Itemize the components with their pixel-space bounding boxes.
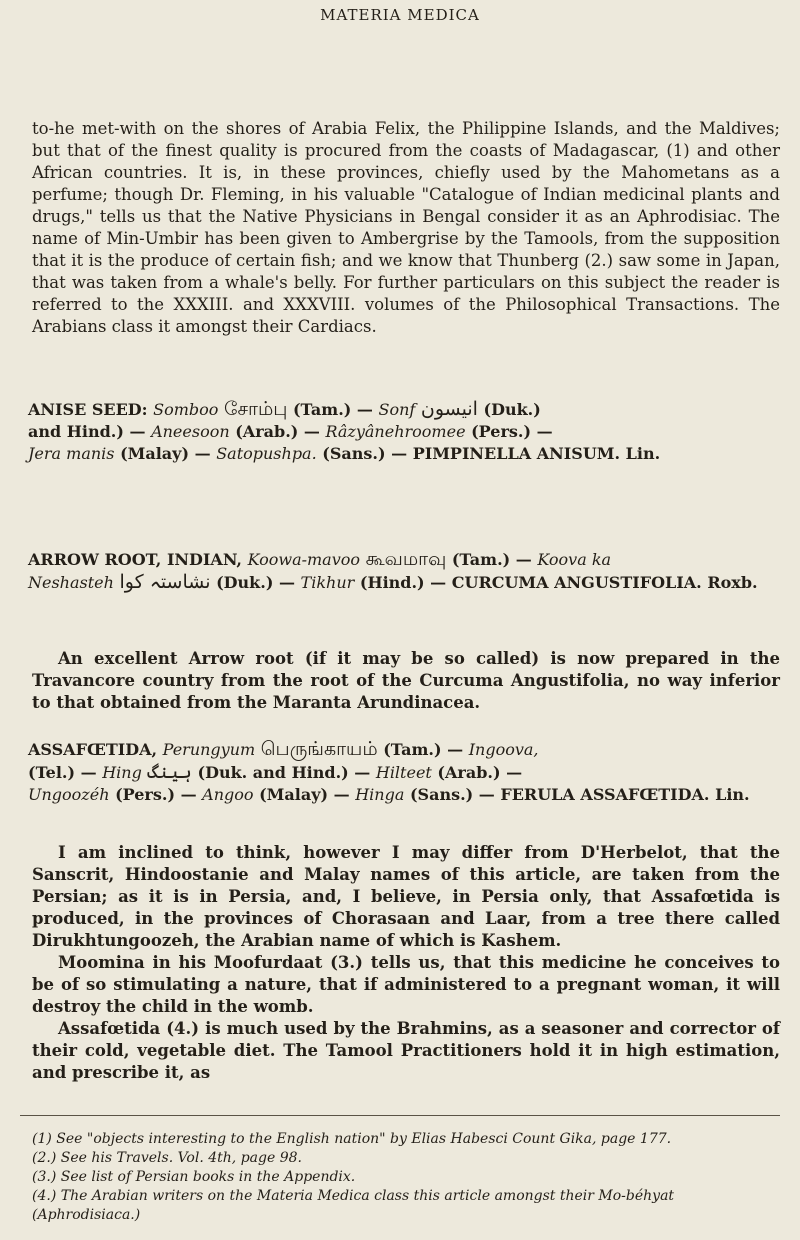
- latin-name: CURCUMA ANGUSTIFOLIA.: [451, 573, 702, 592]
- duk-translit: Neshasteh: [28, 573, 114, 592]
- entry-assafoetida: ASSAFŒTIDA, Perungyum பெருங்காயம் (Tam.) — Ingoova, (Tel.) — Hing ہینگ (Duk. and Hind.) — Hilteet (Arab.) — Ungoozéh (Pers.) — Angoo (Malay) — Hinga (Sans.) — FERULA ASSAFŒTIDA. Lin.: [28, 738, 750, 804]
- sans-name: Hinga: [355, 785, 405, 804]
- tamil-script: கூவமாவு: [365, 548, 447, 570]
- footnote-divider: [20, 1115, 780, 1116]
- footnotes: [32, 1130, 780, 1225]
- entry-anise-seed: ANISE SEED: Somboo சோம்பு (Tam.) — Sonf انیسون (Duk.) and Hind.) — Aneesoon (Arab.) — Râzyânehroomee (Pers.) — Jera manis (Malay) — Satopushpa. (Sans.) — PIMPINELLA ANISUM. Lin.: [28, 398, 661, 463]
- arab-tag: (Arab.): [437, 763, 501, 782]
- arrow-root-paragraph: [32, 648, 780, 714]
- entry-title: ANISE SEED:: [28, 400, 148, 419]
- malay-tag: (Malay): [259, 785, 329, 804]
- entry-arrow-root: ARROW ROOT, INDIAN, Koowa-mavoo கூவமாவு (Tam.) — Koova ka Neshasteh نشاستہ کوا (Duk.) — Tikhur (Hind.) — CURCUMA ANGUSTIFOLIA. Roxb.: [28, 548, 758, 593]
- arabic-script: انیسون: [420, 398, 478, 420]
- pers-name: Ungoozéh: [28, 785, 110, 804]
- footnote: (2.) See his Travels. Vol. 4th, page 98.: [32, 1150, 302, 1166]
- arabic-translit: Sonf: [378, 400, 416, 419]
- malay-name: Angoo: [202, 785, 254, 804]
- tel-tag: (Tel.): [28, 763, 76, 782]
- sans-tag: (Sans.): [409, 785, 474, 804]
- malay-name: Jera manis: [28, 444, 115, 463]
- pers-name: Râzyânehroomee: [325, 422, 466, 441]
- sans-name: Satopushpa.: [216, 444, 317, 463]
- duk-script: نشاستہ کوا: [119, 571, 211, 593]
- arrow-root-text: An excellent Arrow root (if it may be so called) is now prepared in the Travancore country from the root of the Curcuma Angustifolia, no way inferior to that obtained from the Maranta Arundinacea.: [32, 649, 780, 712]
- tamil-script: சோம்பு: [224, 398, 288, 420]
- hind-tag: (Hind.): [359, 573, 425, 592]
- tamil-tag: (Tam.): [383, 740, 442, 759]
- tamil-translit: Somboo: [153, 400, 219, 419]
- arabic-tag: (Duk.): [483, 400, 541, 419]
- duk-translit: Hing: [102, 763, 142, 782]
- assafoetida-body: [32, 842, 780, 1084]
- duk-script: ہینگ: [147, 761, 192, 783]
- hind-tag: and Hind.): [28, 422, 124, 441]
- latin-name: PIMPINELLA ANISUM.: [412, 444, 621, 463]
- assafoetida-para-3: Assafœtida (4.) is much used by the Brahmins, as a seasoner and corrector of their cold, vegetable diet. The Tamool Practitioners hold it in high estimation, and prescribe it, as: [32, 1019, 780, 1082]
- footnote: (3.) See list of Persian books in the Appendix.: [32, 1169, 356, 1185]
- tamil-tag: (Tam.): [451, 550, 511, 569]
- tamil-tag: (Tam.): [292, 400, 352, 419]
- arab-name: Hilteet: [375, 763, 432, 782]
- intro-paragraph: to-he met-with on the shores of Arabia Felix, the Philippine Islands, and the Maldives; but that of the finest quality is procured from the coasts of Madagascar, (1) and other African countries. It is, in these provinces, chiefly used by the Mahometans as a perfume; though Dr. Fleming, in his valuable "Catalogue of Indian medicinal plants and drugs," tells us that the Native Physicians in Bengal consider it as an Aphrodisiac. The name of Min-Umbir has been given to Ambergrise by the Tamools, from the supposition that it is the produce of certain fish; and we know that Thunberg (2.) saw some in Japan, that was taken from a whale's belly. For further particulars on this subject the reader is referred to the XXXIII. and XXXVIII. volumes of the Philosophical Transactions. The Arabians class it amongst their Cardiacs.: [32, 119, 780, 336]
- arab-tag: (Arab.): [235, 422, 299, 441]
- footnote: (1) See "objects interesting to the English nation" by Elias Habesci Count Gika, page 177.: [32, 1131, 672, 1147]
- tamil-translit: Koowa-mavoo: [247, 550, 361, 569]
- duk-tag: (Duk. and Hind.): [197, 763, 349, 782]
- latin-tag: Roxb.: [707, 573, 758, 592]
- sans-tag: (Sans.): [322, 444, 386, 463]
- entry-title: ASSAFŒTIDA,: [28, 740, 158, 759]
- tamil-translit: Perungyum: [162, 740, 256, 759]
- pers-tag: (Pers.): [471, 422, 532, 441]
- footnote: (4.) The Arabian writers on the Materia Medica class this article amongst their Mo-béhyat (Aphrodisiaca.): [32, 1188, 675, 1223]
- assafoetida-para-1: I am inclined to think, however I may differ from D'Herbelot, that the Sanscrit, Hindoostanie and Malay names of this article, are taken from the Persian; as it is in Persia, and, I believe, in Persia only, that Assafœtida is produced, in the provinces of Chorasaan and Laar, from a tree there called Dirukhtungoozeh, the Arabian name of which is Kashem.: [32, 843, 780, 950]
- latin-tag: Lin.: [625, 444, 661, 463]
- pers-tag: (Pers.): [115, 785, 176, 804]
- entry-title: ARROW ROOT, INDIAN,: [28, 550, 242, 569]
- malay-tag: (Malay): [120, 444, 190, 463]
- duk-tag: (Duk.): [216, 573, 274, 592]
- tamil-script: பெருங்காயம்: [260, 738, 378, 760]
- assafoetida-para-2: Moomina in his Moofurdaat (3.) tells us, that this medicine he conceives to be of so stimulating a nature, that if administered to a pregnant woman, it will destroy the child in the womb.: [32, 953, 780, 1016]
- koova-name: Koova ka: [537, 550, 612, 569]
- running-head: MATERIA MEDICA: [320, 6, 480, 24]
- hind-name: Aneesoon: [151, 422, 230, 441]
- latin-name: FERULA ASSAFŒTIDA.: [500, 785, 710, 804]
- tel-name: Ingoova,: [468, 740, 539, 759]
- hind-name: Tikhur: [300, 573, 355, 592]
- latin-tag: Lin.: [715, 785, 750, 804]
